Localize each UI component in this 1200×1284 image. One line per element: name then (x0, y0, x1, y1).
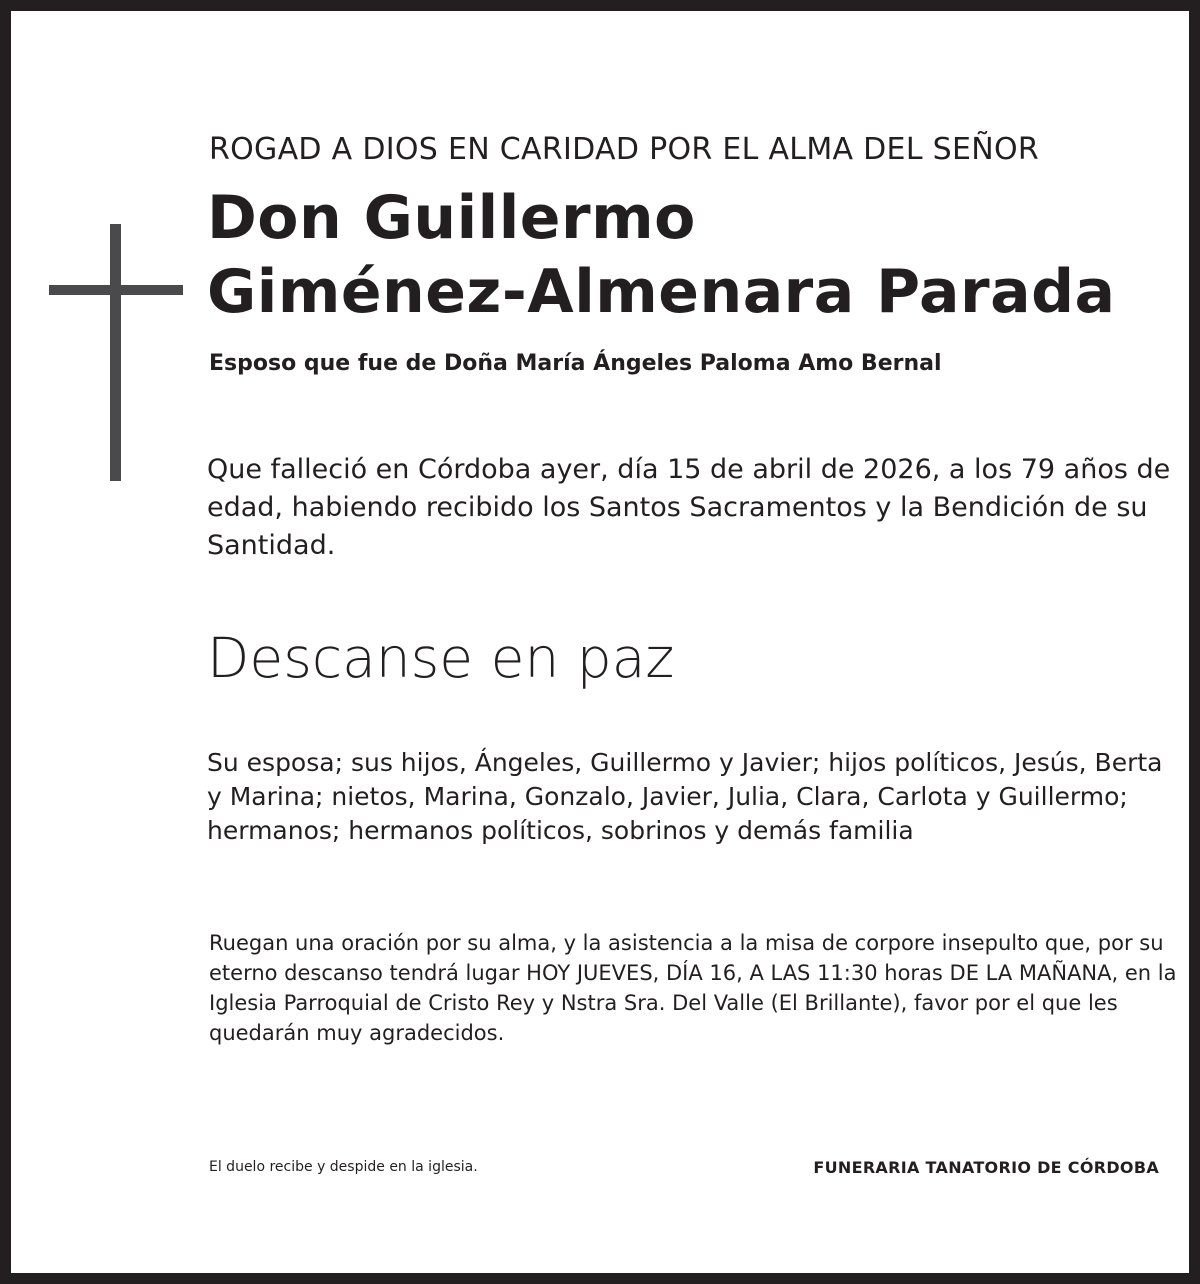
deceased-name (207, 181, 1116, 329)
deceased-name-line1: Don Guillermo (207, 183, 696, 253)
cross-icon-horizontal (49, 285, 183, 295)
rest-in-peace: Descanse en paz (207, 626, 675, 690)
header-line: ROGAD A DIOS EN CARIDAD POR EL ALMA DEL SEÑOR (209, 132, 1040, 167)
mass-notice: Ruegan una oración por su alma, y la asistencia a la misa de corpore insepulto que, por su eterno descanso tendrá lugar HOY JUEVES, DÍA 16, A LAS 11:30 horas DE LA MAÑANA, en la Iglesia Parroquial de Cristo Rey y Nstra Sra. Del Valle (El Brillante), favor por el que les quedarán muy agradecidos. (209, 931, 1177, 1045)
death-notice: Que falleció en Córdoba ayer, día 15 de abril de 2026, a los 79 años de edad, habiendo recibido los Santos Sacramentos y la Bendición de su Santidad. (207, 454, 1171, 561)
footer-note: El duelo recibe y despide en la iglesia. (209, 1159, 478, 1175)
deceased-name-line2: Giménez-Almenara Parada (207, 257, 1116, 327)
cross-icon-vertical (110, 224, 121, 481)
spouse-line: Esposo que fue de Doña María Ángeles Paloma Amo Bernal (209, 351, 942, 376)
family-list: Su esposa; sus hijos, Ángeles, Guillermo y Javier; hijos políticos, Jesús, Berta y Marina; nietos, Marina, Gonzalo, Javier, Julia, Clara, Carlota y Guillermo; hermanos; hermanos políticos, sobrinos y demás familia (207, 748, 1163, 845)
funeral-home-name: FUNERARIA TANATORIO DE CÓRDOBA (813, 1158, 1159, 1177)
